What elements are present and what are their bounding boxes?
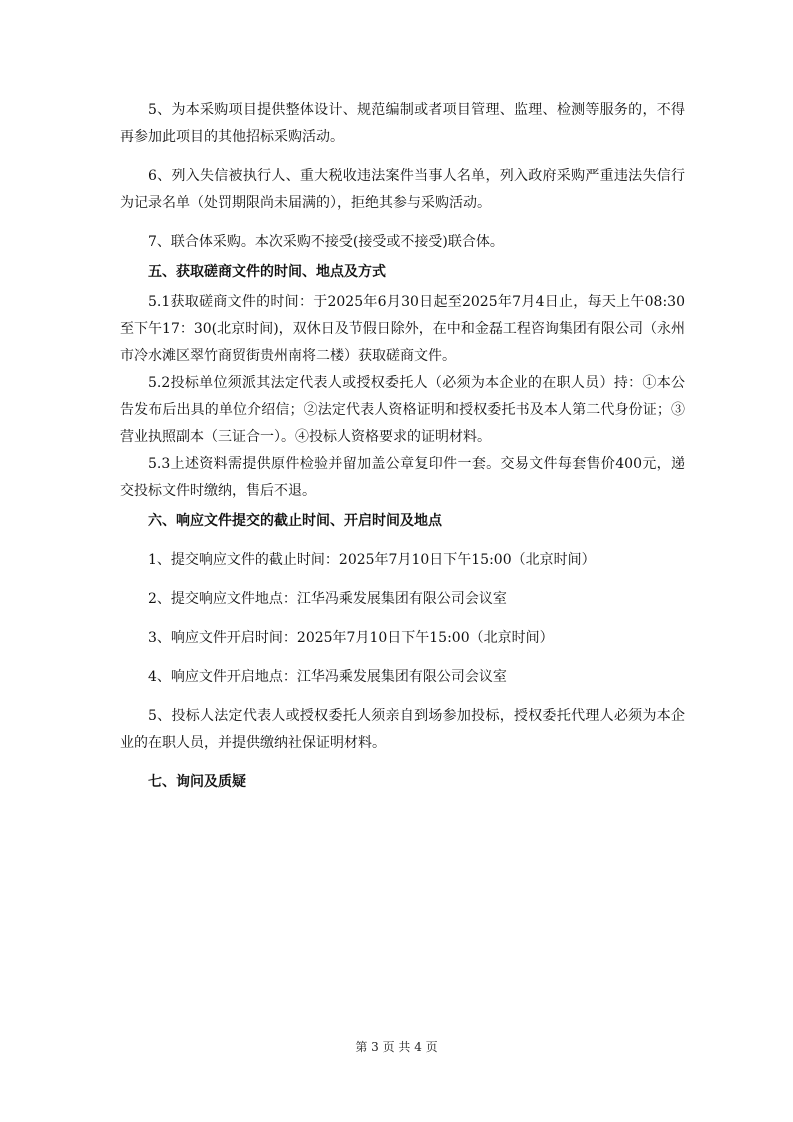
- section-6-item-5: 5、投标人法定代表人或授权委托人须亲自到场参加投标，授权委托代理人必须为本企业的在职人员，并提供缴纳社保证明材料。: [120, 708, 685, 751]
- clause-6-paragraph: 6、列入失信被执行人、重大税收违法案件当事人名单，列入政府采购严重违法失信行为记录名单（处罚期限尚未届满的），拒绝其参与采购活动。: [120, 168, 685, 211]
- page-number-footer: 第 3 页 共 4 页: [355, 1040, 438, 1054]
- section-7-heading: 七、询问及质疑: [148, 774, 246, 790]
- clause-5-paragraph: 5、为本采购项目提供整体设计、规范编制或者项目管理、监理、检测等服务的，不得再参加此项目的其他招标采购活动。: [120, 102, 685, 145]
- section-6-heading: 六、响应文件提交的截止时间、开启时间及地点: [148, 513, 442, 529]
- section-5-heading: 五、获取磋商文件的时间、地点及方式: [148, 264, 386, 280]
- section-6-item-3: 3、响应文件开启时间：2025年7月10日下午15:00（北京时间）: [148, 630, 554, 646]
- section-5-1-paragraph: 5.1获取磋商文件的时间：于2025年6月30日起至2025年7月4日止，每天上午08:30至下午17：30(北京时间)，双休日及节假日除外，在中和金磊工程咨询集团有限公司（永州市冷水滩区翠竹商贸街贵州南将二楼）获取磋商文件。: [120, 294, 685, 364]
- section-5-3-paragraph: 5.3上述资料需提供原件检验并留加盖公章复印件一套。交易文件每套售价400元，递交投标文件时缴纳，售后不退。: [120, 456, 685, 499]
- clause-7-paragraph: 7、联合体采购。本次采购不接受(接受或不接受)联合体。: [148, 234, 504, 250]
- document-body: [120, 97, 685, 796]
- section-5-2-paragraph: 5.2投标单位须派其法定代表人或授权委托人（必须为本企业的在职人员）持：①本公告发布后出具的单位介绍信；②法定代表人资格证明和授权委托书及本人第二代身份证；③营业执照副本（三证合一）。④投标人资格要求的证明材料。: [120, 375, 685, 445]
- section-6-item-2: 2、提交响应文件地点：江华冯乘发展集团有限公司会议室: [148, 591, 507, 607]
- section-6-item-1: 1、提交响应文件的截止时间：2025年7月10日下午15:00（北京时间）: [148, 552, 596, 568]
- section-6-item-4: 4、响应文件开启地点：江华冯乘发展集团有限公司会议室: [148, 669, 507, 685]
